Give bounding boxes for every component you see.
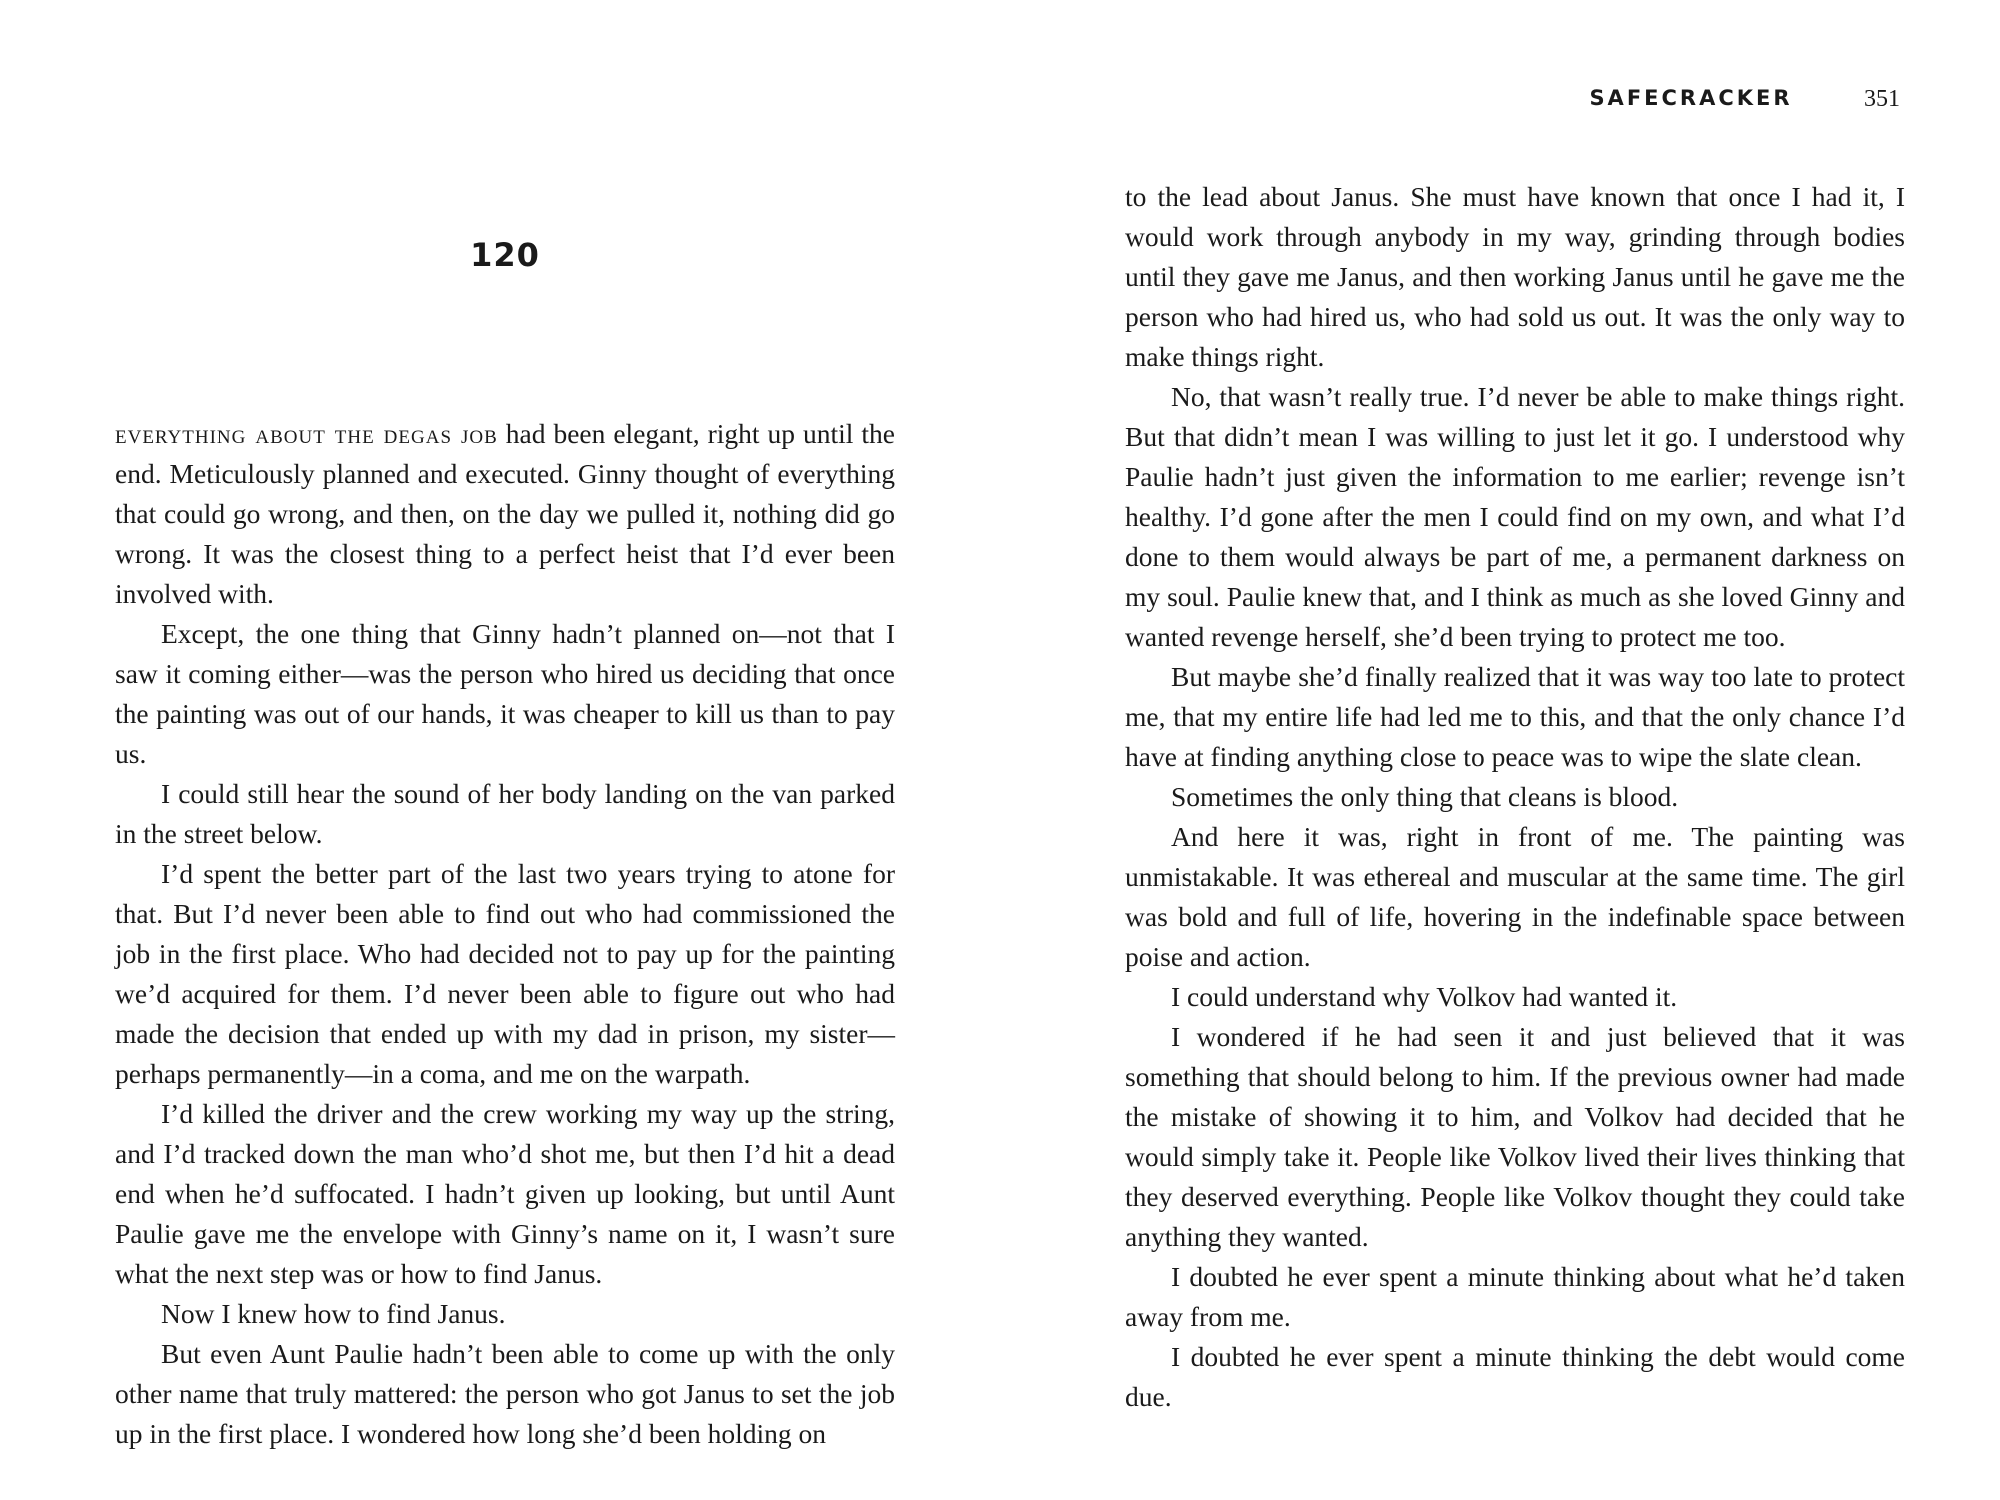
- running-head: [1456, 86, 1930, 120]
- paragraph: I could still hear the sound of her body landing on the van parked in the street below.: [115, 778, 895, 849]
- paragraph: to the lead about Janus. She must have known that once I had it, I would work through anybody in my way, grinding through bodies until they gave me Janus, and then working Janus until he gave me the person who had hired us, who had sold us out. It was the only way to make things right.: [1125, 181, 1905, 372]
- paragraph: I doubted he ever spent a minute thinking about what he’d taken away from me.: [1125, 1261, 1905, 1332]
- paragraph: Now I knew how to find Janus.: [161, 1298, 506, 1329]
- left-page-text: [115, 414, 895, 1454]
- paragraph: [115, 414, 895, 614]
- chapter-number: 120: [470, 236, 540, 274]
- paragraph: Except, the one thing that Ginny hadn’t planned on—not that I saw it coming either—was the person who hired us deciding that once the painting was out of our hands, it was cheaper to kill us than to pay us.: [115, 618, 895, 769]
- paragraph: I’d spent the better part of the last two years trying to atone for that. But I’d never been able to find out who had commissioned the job in the first place. Who had decided not to pay up for the painting we’d acquired for them. I’d never been able to figure out who had made the decision that ended up with my dad in prison, my sister—perhaps permanently—in a coma, and me on the warpath.: [115, 858, 895, 1089]
- paragraph: Sometimes the only thing that cleans is blood.: [1171, 781, 1679, 812]
- paragraph: I wondered if he had seen it and just believed that it was something that should belong to him. If the previous owner had made the mistake of showing it to him, and Volkov had decided that he would simply take it. People like Volkov lived their lives thinking that they deserved everything. People like Volkov thought they could take anything they wanted.: [1125, 1021, 1905, 1252]
- paragraph: I’d killed the driver and the crew working my way up the string, and I’d tracked down the man who’d shot me, but then I’d hit a dead end when he’d suffocated. I hadn’t given up looking, but until Aunt Paulie gave me the envelope with Ginny’s name on it, I wasn’t sure what the next step was or how to find Janus.: [115, 1098, 895, 1289]
- paragraph: And here it was, right in front of me. The painting was unmistakable. It was ethereal and muscular at the same time. The girl was bold and full of life, hovering in the indefinable space between poise and action.: [1125, 821, 1905, 972]
- running-title: SAFECRACKER: [1589, 86, 1793, 110]
- paragraph: But even Aunt Paulie hadn’t been able to come up with the only other name that truly mattered: the person who got Janus to set the job up in the first place. I wondered how long she’d been holding on: [115, 1338, 895, 1449]
- opening-small-caps: everything about the degas job: [115, 418, 498, 449]
- paragraph: No, that wasn’t really true. I’d never be able to make things right. But that didn’t mean I was willing to just let it go. I understood why Paulie hadn’t just given the information to me earlier; revenge isn’t healthy. I’d gone after the men I could find on my own, and what I’d done to them would always be part of me, a permanent darkness on my soul. Paulie knew that, and I think as much as she loved Ginny and wanted revenge herself, she’d been trying to protect me too.: [1125, 381, 1905, 652]
- page-number: 351: [1864, 86, 1900, 112]
- right-page-text: [1125, 177, 1905, 1417]
- paragraph: But maybe she’d finally realized that it was way too late to protect me, that my entire life had led me to this, and that the only chance I’d have at finding anything close to peace was to wipe the slate clean.: [1125, 661, 1905, 772]
- right-page: [1000, 0, 2000, 1500]
- paragraph: I doubted he ever spent a minute thinking the debt would come due.: [1125, 1341, 1905, 1412]
- paragraph-text: had been elegant, right up until the end. Meticulously planned and executed. Ginny thought of everything that could go wrong, and then, on the day we pulled it, nothing did go wrong. It was the closest thing to a perfect heist that I’d ever been involved with.: [115, 418, 895, 609]
- paragraph: I could understand why Volkov had wanted it.: [1171, 981, 1678, 1012]
